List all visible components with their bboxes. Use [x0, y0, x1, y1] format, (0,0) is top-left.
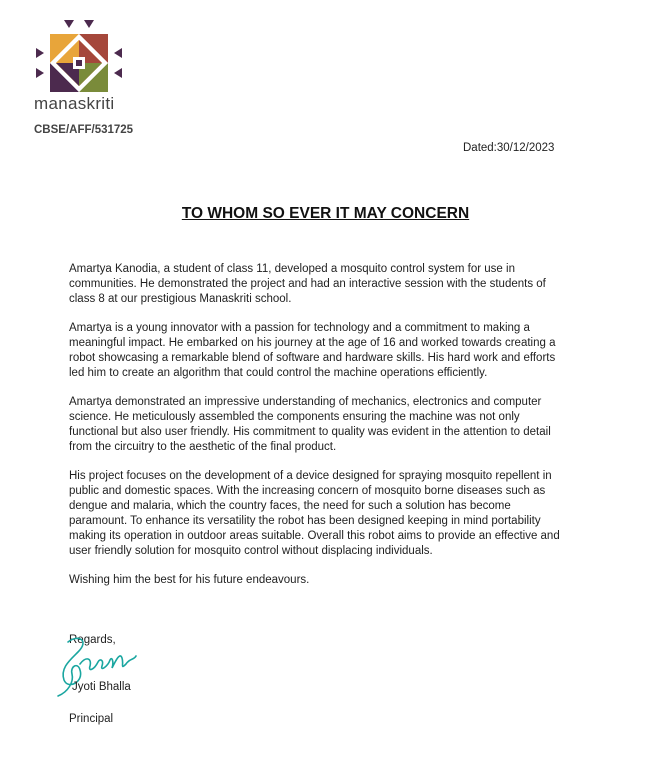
signatory-name: Jyoti Bhalla	[72, 681, 131, 693]
letter-body	[69, 262, 569, 602]
letter-heading: TO WHOM SO EVER IT MAY CONCERN	[181, 205, 470, 222]
closing-regards: Regards,	[69, 634, 116, 646]
affiliation-number: CBSE/AFF/531725	[34, 124, 134, 136]
paragraph: His project focuses on the development of a device designed for spraying mosquito repellent in public and domestic spaces. With the increasing concern of mosquito borne diseases such as dengue and malaria, which the country faces, the need for such a solution has become paramount. To enhance its versatility the robot has been designed keeping in mind portability making its operation in outdoor areas suitable. Overall this robot aims to provide an effective and user friendly solution for mosquito control without displacing individuals.	[69, 470, 560, 557]
signatory-title: Principal	[69, 713, 114, 725]
letter-date: Dated:30/12/2023	[463, 142, 555, 154]
paragraph: Amartya is a young innovator with a passion for technology and a commitment to making a meaningful impact. He embarked on his journey at the age of 16 and worked towards creating a robot showcasing a remarkable blend of software and hardware skills. His hard work and efforts led him to create an algorithm that could control the machine operations efficiently.	[69, 322, 556, 379]
paragraph: Amartya Kanodia, a student of class 11, developed a mosquito control system for use in communities. He demonstrated the project and had an interactive session with the students of class 8 at our prestigious Manaskriti school.	[69, 263, 546, 305]
brand-name: manaskriti	[34, 94, 115, 113]
paragraph: Amartya demonstrated an impressive understanding of mechanics, electronics and computer science. He meticulously assembled the components ensuring the machine was not only functional but also user friendly. His commitment to quality was evident in the attention to detail from the circuitry to the aesthetic of the final product.	[69, 396, 551, 453]
paragraph: Wishing him the best for his future endeavours.	[69, 574, 310, 586]
